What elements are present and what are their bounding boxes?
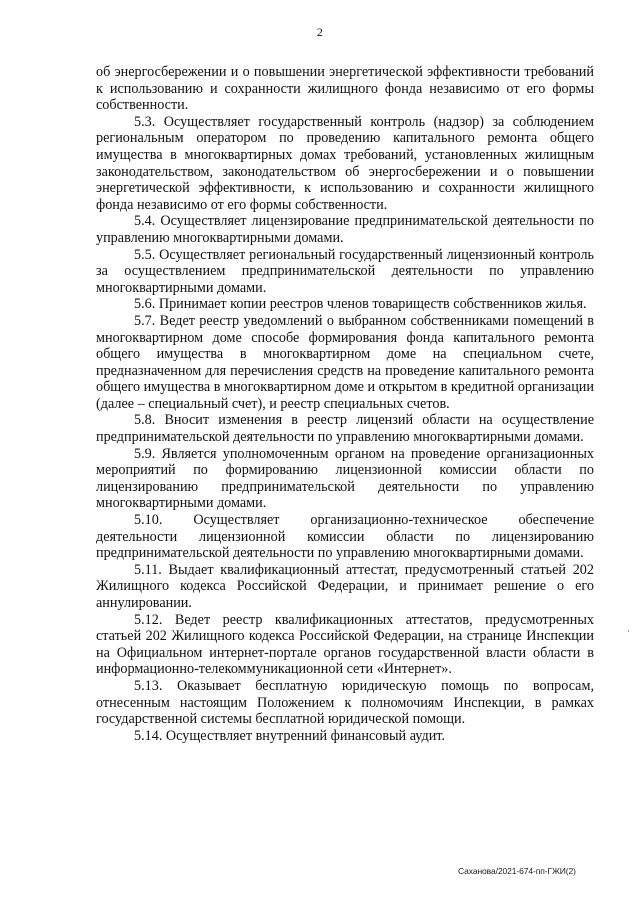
page-number: 2 [316, 25, 324, 39]
paragraph-5-12: 5.12. Ведет реестр квалификационных аттестатов, предусмотренных статьей 202 Жилищного кодекса Российской Федерации, на странице Инспекции на Официальном интернет-портале органов государственной власти области в информационно-телекоммуникационной сети «Интернет». [96, 611, 594, 678]
scan-mark [628, 630, 629, 632]
paragraph-5-9: 5.9. Является уполномоченным органом на проведение организационных мероприятий по формированию лицензионной комиссии области по лицензированию предпринимательской деятельности по управлению многоквартирными домами. [96, 445, 594, 512]
paragraph-5-14: 5.14. Осуществляет внутренний финансовый аудит. [134, 727, 445, 744]
paragraph-5-11: 5.11. Выдает квалификационный аттестат, предусмотренный статьей 202 Жилищного кодекса Российской Федерации, и принимает решение о его аннулировании. [96, 561, 594, 611]
paragraph-5-7: 5.7. Ведет реестр уведомлений о выбранном собственниками помещений в многоквартирном доме способе формирования фонда капитального ремонта общего имущества в многоквартирном доме на специальном счете, предназначенном для перечисления средств на проведение капитального ремонта общего имущества в многоквартирном доме и открытом в кредитной организации (далее – специальный счет), и реестр специальных счетов. [96, 312, 594, 412]
paragraph-continuation: об энергосбережении и о повышении энергетической эффективности требований к использованию и сохранности жилищного фонда независимо от его формы собственности. [96, 64, 594, 114]
document-body [96, 64, 594, 744]
paragraph-5-10: 5.10. Осуществляет организационно-техническое обеспечение деятельности лицензионной комиссии области по лицензированию предпринимательской деятельности по управлению многоквартирными домами. [96, 512, 594, 562]
paragraph-5-5: 5.5. Осуществляет региональный государственный лицензионный контроль за осуществлением предпринимательской деятельности по управлению многоквартирными домами. [96, 246, 594, 296]
paragraph-5-4: 5.4. Осуществляет лицензирование предпринимательской деятельности по управлению многоквартирными домами. [96, 213, 594, 246]
paragraph-5-6: 5.6. Принимает копии реестров членов товариществ собственников жилья. [134, 296, 587, 313]
paragraph-5-8: 5.8. Вносит изменения в реестр лицензий области на осуществление предпринимательской деятельности по управлению многоквартирными домами. [96, 412, 594, 446]
paragraph-5-3: 5.3. Осуществляет государственный контроль (надзор) за соблюдением региональным оператором по проведению капитального ремонта общего имущества в многоквартирных домах требований, установленных жилищным законодательством, законодательством об энергосбережении и о повышении энергетической эффективности, к использованию и сохранности жилищного фонда независимо от его формы собственности. [96, 113, 594, 213]
footer-reference: Саханова/2021-674-пп-ГЖИ(2) [458, 866, 576, 876]
paragraph-5-13: 5.13. Оказывает бесплатную юридическую помощь по вопросам, отнесенным настоящим Положением к полномочиям Инспекции, в рамках государственной системы бесплатной юридической помощи. [96, 677, 594, 728]
